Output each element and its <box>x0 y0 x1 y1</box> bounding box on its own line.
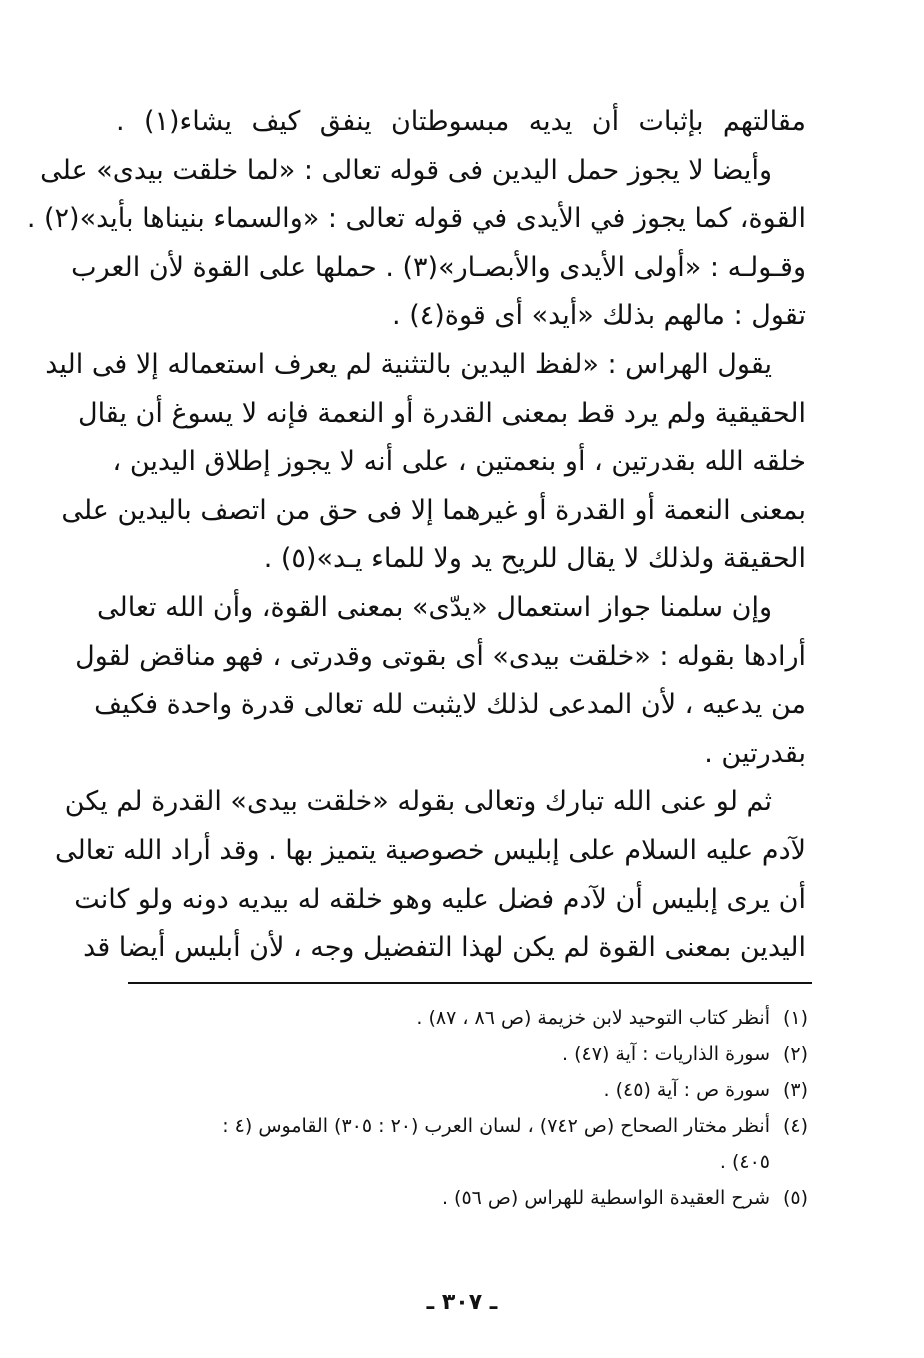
text-line: تقول : مالهم بذلك «أيد» أى قوة(٤) . <box>392 300 806 332</box>
text-line: اليدين بمعنى القوة لم يكن لهذا التفضيل وجه ، لأن أبليس أيضا قد <box>83 932 806 964</box>
footnote-number: (٢) <box>782 1043 808 1065</box>
text-line: يقول الهراس : «لفظ اليدين بالتثنية لم يعرف استعماله إلا فى اليد <box>45 348 772 380</box>
text-line: وأيضا لا يجوز حمل اليدين فى قوله تعالى : «لما خلقت بيدى» على <box>40 154 772 186</box>
text-line: أن يرى إبليس أن لآدم فضل عليه وهو خلقه له بيديه دونه ولو كانت <box>74 883 806 915</box>
footnote-text: سورة الذاريات : آية (٤٧) . <box>562 1043 770 1065</box>
text-line: الحقيقية ولم يرد قط بمعنى القدرة أو النعمة فإنه لا يسوغ أن يقال <box>77 397 806 429</box>
footnote-text: أنظر مختار الصحاح (ص ٧٤٢) ، لسان العرب (٢٠ : ٣٠٥) القاموس (٤ : <box>222 1115 770 1137</box>
footnote-number: (٥) <box>782 1187 808 1209</box>
text-line: القوة، كما يجوز في الأيدى في قوله تعالى : «والسماء بنيناها بأيد»(٢) . <box>26 203 806 235</box>
text-line: مقالتهم بإثبات أن يديه مبسوطتان ينفق كيف يشاء(١) . <box>116 106 807 137</box>
footnote-number: (١) <box>782 1007 808 1029</box>
text-line: وإن سلمنا جواز استعمال «يدّى» بمعنى القوة، وأن الله تعالى <box>97 591 772 623</box>
text-line: ثم لو عنى الله تبارك وتعالى بقوله «خلقت بيدى» القدرة لم يكن <box>64 786 772 818</box>
page-number: ـ ٣٠٧ ـ <box>426 1290 498 1315</box>
text-line: بمعنى النعمة أو القدرة أو غيرهما إلا فى حق من اتصف باليدين على <box>61 494 806 526</box>
text-line: أرادها بقوله : «خلقت بيدى» أى بقوتى وقدرتى ، فهو مناقض لقول <box>75 640 806 672</box>
text-line: من يدعيه ، لأن المدعى لذلك لايثبت لله تعالى قدرة واحدة فكيف <box>94 689 806 721</box>
text-line: خلقه الله بقدرتين ، أو بنعمتين ، على أنه لا يجوز إطلاق اليدين ، <box>112 446 806 478</box>
footnote-3 <box>118 1072 808 1108</box>
footnote-number: (٣) <box>782 1079 808 1101</box>
footnote-continuation: ٤٠٥) . <box>719 1151 770 1173</box>
footnote-text: شرح العقيدة الواسطية للهراس (ص ٥٦) . <box>441 1187 770 1209</box>
text-line: الحقيقة ولذلك لا يقال للريح يد ولا للماء يـد»(٥) . <box>263 543 806 575</box>
footnote-1 <box>118 1000 808 1036</box>
text-line: لآدم عليه السلام على إبليس خصوصية يتميز بها . وقد أراد الله تعالى <box>54 834 806 866</box>
text-line: وقـولـه : «أولى الأيدى والأبصـار»(٣) . حملها على القوة لأن العرب <box>71 251 806 283</box>
footnote-2 <box>118 1036 808 1072</box>
footnote-text: أنظر كتاب التوحيد لابن خزيمة (ص ٨٦ ، ٨٧) . <box>416 1007 770 1029</box>
footnotes <box>118 1000 808 1216</box>
footnote-divider <box>128 982 812 984</box>
main-text <box>26 98 807 973</box>
footnote-number: (٤) <box>782 1115 808 1137</box>
footnote-5 <box>118 1180 808 1216</box>
footnote-text: سورة ص : آية (٤٥) . <box>603 1079 770 1101</box>
text-line: بقدرتين . <box>704 737 806 769</box>
footnote-4 <box>118 1108 808 1180</box>
